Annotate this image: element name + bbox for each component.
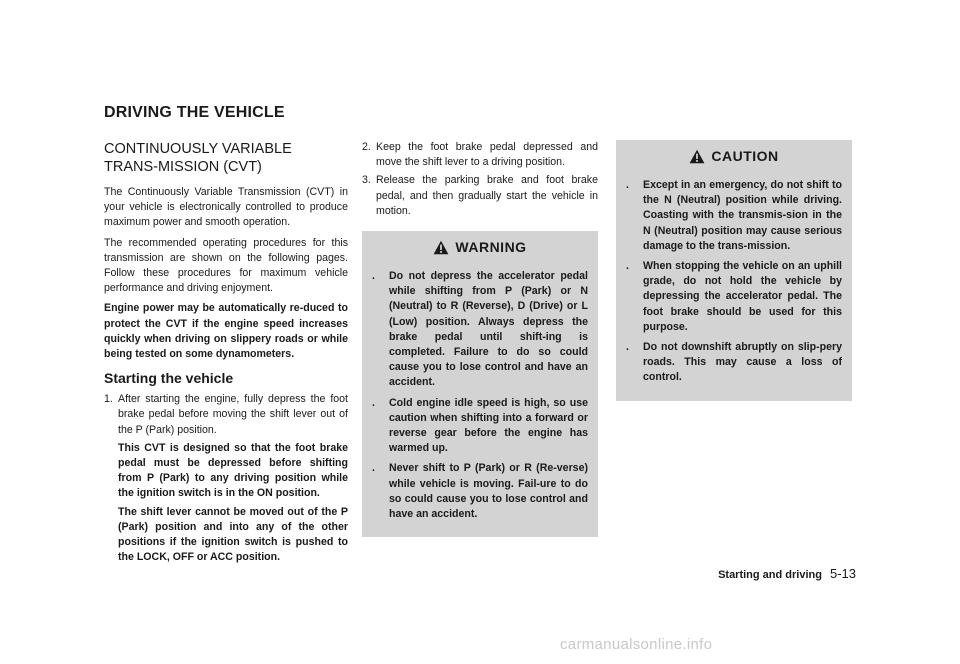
step-3	[362, 173, 598, 219]
page-number: 5-13	[829, 566, 856, 581]
caution-item-text: Except in an emergency, do not shift to the N (Neutral) position while driving. Coasting with the transmis-sion in the N (Neutral) position may cause serious damage to the trans-mission.	[643, 179, 842, 252]
page-footer	[718, 566, 856, 581]
step-text: Keep the foot brake pedal depressed and move the shift lever to a driving position.	[376, 141, 598, 169]
subheading-starting: Starting the vehicle	[104, 370, 234, 387]
step-text: Release the parking brake and foot brake pedal, and then gradually start the vehicle in motion.	[376, 174, 598, 217]
footer-section-label: Starting and driving	[718, 569, 822, 581]
caution-item-text: Do not downshift abruptly on slip-pery roads. This may cause a loss of control.	[643, 341, 842, 384]
engine-power-note: Engine power may be automatically re-duced to protect the CVT if the engine speed increases quickly when driving on slippery roads or while being tested on some dynamometers.	[104, 302, 348, 361]
step-1	[104, 392, 348, 565]
warning-box	[362, 231, 598, 537]
warning-list	[372, 269, 588, 522]
step-number: 2.	[362, 141, 371, 153]
list-item: . Never shift to P (Park) or R (Re-verse) while vehicle is moving. Fail-ure to do so could cause you to lose control and have an accident.	[372, 462, 588, 521]
step-text: After starting the engine, fully depress the foot brake pedal before moving the shift lever out of the P (Park) position.	[118, 393, 348, 436]
list-item: . Do not downshift abruptly on slip-pery roads. This may cause a loss of control.	[626, 341, 842, 384]
column-right	[616, 140, 852, 401]
step-bold-note: The shift lever cannot be moved out of the P (Park) position and into any of the other positions if the ignition switch is pushed to the LOCK, OFF or ACC position.	[118, 505, 348, 564]
caution-header	[626, 148, 842, 164]
caution-list	[626, 178, 842, 386]
warning-header	[372, 239, 588, 255]
warning-triangle-icon	[689, 149, 705, 164]
step-2	[362, 140, 598, 170]
page-title: DRIVING THE VEHICLE	[104, 104, 285, 121]
list-item: . Except in an emergency, do not shift to the N (Neutral) position while driving. Coasting with the transmis-sion in the N (Neutral) position may cause serious damage to the trans-mission.	[626, 179, 842, 252]
step-bold-note: This CVT is designed so that the foot brake pedal must be depressed before shifting from P (Park) to any driving position while the ignition switch is in the ON position.	[118, 441, 348, 500]
step-number: 3.	[362, 174, 371, 187]
caution-item-text: When stopping the vehicle on an uphill grade, do not hold the vehicle by depressing the accelerator pedal. The foot brake should be used for this purpose.	[643, 260, 842, 333]
intro-paragraph: The Continuously Variable Transmission (CVT) in your vehicle is electronically controlled to produce maximum power and smooth operation.	[104, 186, 348, 229]
caution-title: CAUTION	[711, 148, 779, 164]
warning-item-text: Never shift to P (Park) or R (Re-verse) while vehicle is moving. Fail-ure to do so could cause you to lose control and have an accident.	[389, 462, 588, 521]
procedures-paragraph: The recommended operating procedures for this transmission are shown on the following pages. Follow these procedures for maximum vehicle performance and driving enjoyment.	[104, 236, 348, 295]
column-left	[104, 140, 348, 568]
list-item: . Cold engine idle speed is high, so use caution when shifting into a forward or reverse gear before the engine has warmed up.	[372, 396, 588, 455]
warning-title: WARNING	[455, 239, 527, 256]
watermark: carmanualsonline.info	[560, 636, 713, 653]
list-item: . Do not depress the accelerator pedal while shifting from P (Park) or N (Neutral) to R (Reverse), D (Drive) or L (Low) position. Always depress the brake pedal until shift-ing is completed. Failure to do so could cause you to lose control and have an accident.	[372, 270, 588, 389]
warning-triangle-icon	[433, 240, 449, 255]
warning-item-text: Cold engine idle speed is high, so use caution when shifting into a forward or reverse gear before the engine has warmed up.	[389, 396, 588, 455]
section-heading: CONTINUOUSLY VARIABLE TRANS-MISSION (CVT)	[104, 141, 292, 175]
warning-item-text: Do not depress the accelerator pedal while shifting from P (Park) or N (Neutral) to R (Reverse), D (Drive) or L (Low) position. Always depress the brake pedal until shift-ing is completed. Failure to do so could cause you to lose control and have an accident.	[389, 270, 588, 389]
column-middle	[362, 140, 598, 537]
caution-box	[616, 140, 852, 401]
list-item: . When stopping the vehicle on an uphill grade, do not hold the vehicle by depressing the accelerator pedal. The foot brake should be used for this purpose.	[626, 260, 842, 333]
step-number: 1.	[104, 393, 113, 406]
